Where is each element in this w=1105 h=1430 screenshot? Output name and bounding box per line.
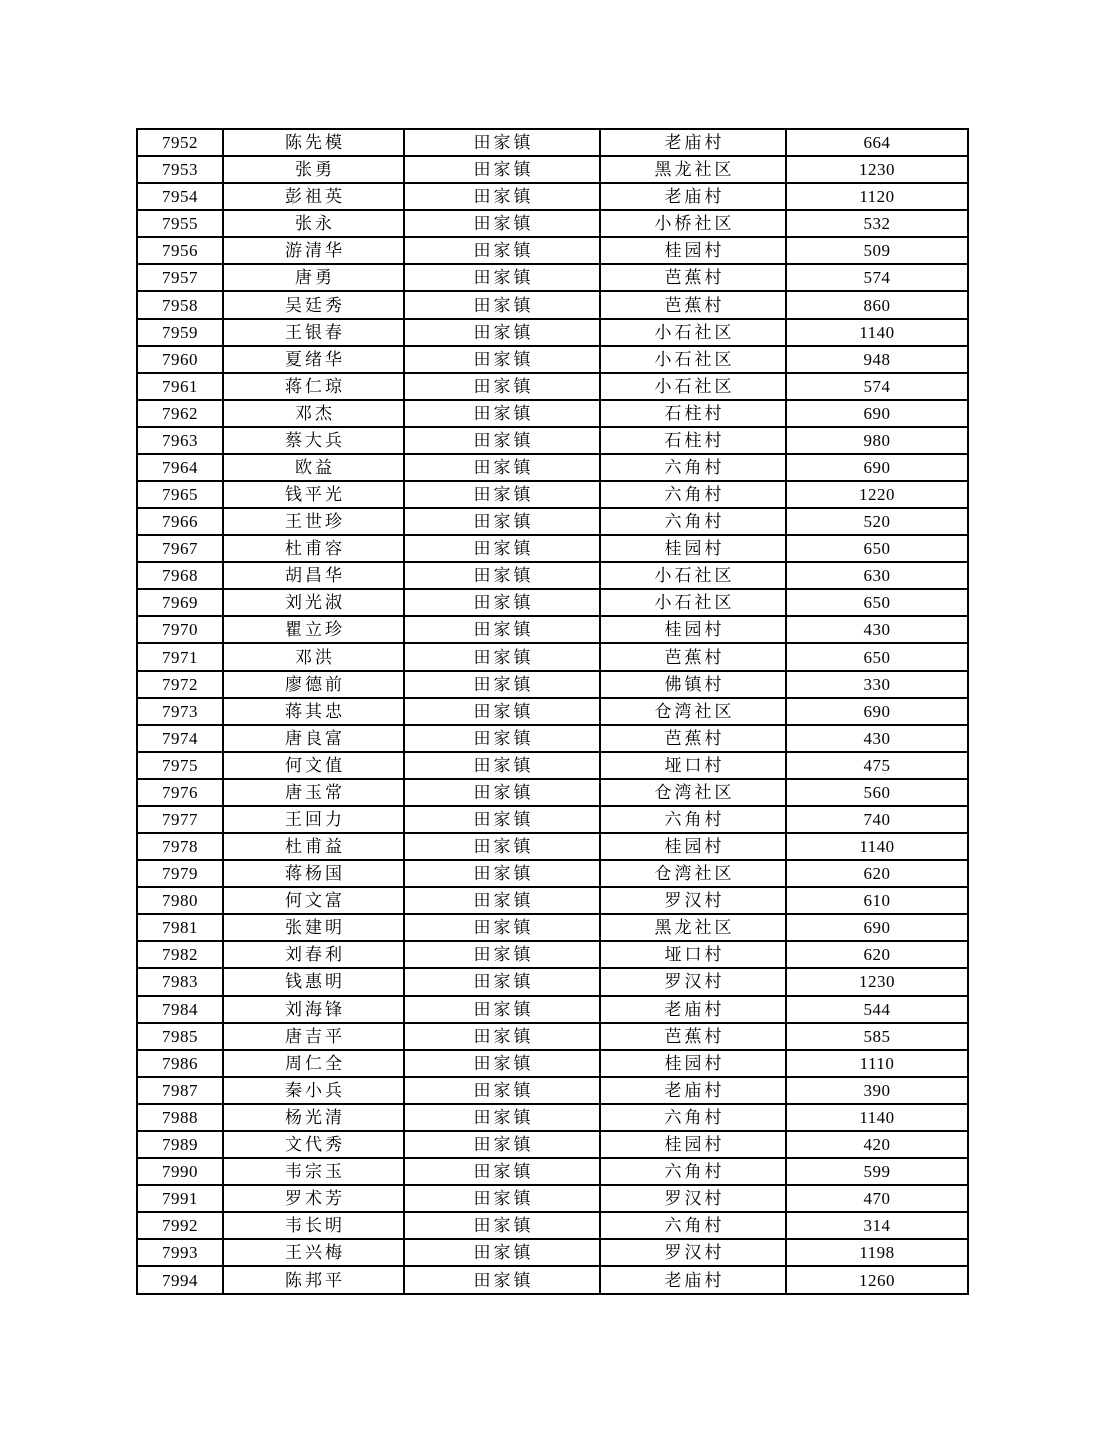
cell-person-name: 蔡大兵 bbox=[223, 427, 404, 454]
cell-town: 田家镇 bbox=[404, 779, 600, 806]
cell-value: 520 bbox=[786, 508, 968, 535]
cell-person-name: 张永 bbox=[223, 210, 404, 237]
cell-value: 1140 bbox=[786, 1104, 968, 1131]
cell-town: 田家镇 bbox=[404, 508, 600, 535]
cell-town: 田家镇 bbox=[404, 1239, 600, 1266]
cell-town: 田家镇 bbox=[404, 1158, 600, 1185]
cell-serial: 7991 bbox=[137, 1185, 223, 1212]
table-row bbox=[137, 427, 968, 454]
cell-village: 六角村 bbox=[600, 481, 786, 508]
cell-serial: 7959 bbox=[137, 319, 223, 346]
roster-table bbox=[136, 128, 969, 1295]
cell-serial: 7982 bbox=[137, 941, 223, 968]
cell-value: 980 bbox=[786, 427, 968, 454]
table-row bbox=[137, 996, 968, 1023]
cell-village: 芭蕉村 bbox=[600, 264, 786, 291]
cell-town: 田家镇 bbox=[404, 319, 600, 346]
cell-town: 田家镇 bbox=[404, 210, 600, 237]
cell-village: 小石社区 bbox=[600, 562, 786, 589]
cell-village: 六角村 bbox=[600, 1104, 786, 1131]
cell-value: 1260 bbox=[786, 1266, 968, 1294]
cell-serial: 7952 bbox=[137, 129, 223, 156]
table-row bbox=[137, 210, 968, 237]
cell-value: 610 bbox=[786, 887, 968, 914]
cell-village: 六角村 bbox=[600, 1212, 786, 1239]
cell-village: 仓湾社区 bbox=[600, 779, 786, 806]
table-row bbox=[137, 183, 968, 210]
cell-value: 430 bbox=[786, 725, 968, 752]
cell-village: 芭蕉村 bbox=[600, 643, 786, 670]
cell-serial: 7994 bbox=[137, 1266, 223, 1294]
cell-person-name: 秦小兵 bbox=[223, 1077, 404, 1104]
cell-value: 330 bbox=[786, 671, 968, 698]
cell-value: 690 bbox=[786, 914, 968, 941]
cell-serial: 7974 bbox=[137, 725, 223, 752]
cell-town: 田家镇 bbox=[404, 535, 600, 562]
cell-value: 1198 bbox=[786, 1239, 968, 1266]
cell-value: 390 bbox=[786, 1077, 968, 1104]
cell-town: 田家镇 bbox=[404, 996, 600, 1023]
cell-village: 垭口村 bbox=[600, 941, 786, 968]
cell-town: 田家镇 bbox=[404, 643, 600, 670]
cell-person-name: 胡昌华 bbox=[223, 562, 404, 589]
cell-town: 田家镇 bbox=[404, 671, 600, 698]
cell-serial: 7970 bbox=[137, 616, 223, 643]
cell-person-name: 何文值 bbox=[223, 752, 404, 779]
cell-town: 田家镇 bbox=[404, 237, 600, 264]
table-row bbox=[137, 535, 968, 562]
cell-value: 948 bbox=[786, 346, 968, 373]
cell-value: 560 bbox=[786, 779, 968, 806]
cell-person-name: 罗术芳 bbox=[223, 1185, 404, 1212]
cell-person-name: 蒋仁琼 bbox=[223, 373, 404, 400]
cell-town: 田家镇 bbox=[404, 427, 600, 454]
cell-town: 田家镇 bbox=[404, 968, 600, 995]
table-row bbox=[137, 887, 968, 914]
cell-value: 1120 bbox=[786, 183, 968, 210]
table-row bbox=[137, 1131, 968, 1158]
cell-village: 六角村 bbox=[600, 508, 786, 535]
cell-town: 田家镇 bbox=[404, 941, 600, 968]
table-row bbox=[137, 860, 968, 887]
cell-value: 574 bbox=[786, 264, 968, 291]
table-row bbox=[137, 346, 968, 373]
cell-value: 1220 bbox=[786, 481, 968, 508]
table-row bbox=[137, 1158, 968, 1185]
cell-village: 桂园村 bbox=[600, 833, 786, 860]
cell-village: 罗汉村 bbox=[600, 968, 786, 995]
cell-value: 650 bbox=[786, 643, 968, 670]
cell-village: 小石社区 bbox=[600, 589, 786, 616]
cell-person-name: 杨光清 bbox=[223, 1104, 404, 1131]
cell-serial: 7975 bbox=[137, 752, 223, 779]
cell-value: 620 bbox=[786, 860, 968, 887]
cell-village: 六角村 bbox=[600, 454, 786, 481]
cell-serial: 7981 bbox=[137, 914, 223, 941]
cell-village: 垭口村 bbox=[600, 752, 786, 779]
cell-value: 690 bbox=[786, 454, 968, 481]
table-row bbox=[137, 156, 968, 183]
cell-person-name: 吴廷秀 bbox=[223, 291, 404, 318]
cell-value: 650 bbox=[786, 589, 968, 616]
cell-person-name: 王银春 bbox=[223, 319, 404, 346]
table-row bbox=[137, 291, 968, 318]
cell-village: 六角村 bbox=[600, 1158, 786, 1185]
cell-serial: 7967 bbox=[137, 535, 223, 562]
cell-village: 小石社区 bbox=[600, 346, 786, 373]
cell-value: 860 bbox=[786, 291, 968, 318]
cell-town: 田家镇 bbox=[404, 1266, 600, 1294]
cell-town: 田家镇 bbox=[404, 1023, 600, 1050]
cell-town: 田家镇 bbox=[404, 129, 600, 156]
cell-value: 509 bbox=[786, 237, 968, 264]
cell-village: 石柱村 bbox=[600, 427, 786, 454]
cell-value: 599 bbox=[786, 1158, 968, 1185]
table-row bbox=[137, 1077, 968, 1104]
table-row bbox=[137, 319, 968, 346]
cell-person-name: 夏绪华 bbox=[223, 346, 404, 373]
table-row bbox=[137, 1212, 968, 1239]
cell-village: 桂园村 bbox=[600, 1050, 786, 1077]
table-row bbox=[137, 589, 968, 616]
cell-village: 罗汉村 bbox=[600, 887, 786, 914]
cell-person-name: 彭祖英 bbox=[223, 183, 404, 210]
cell-serial: 7962 bbox=[137, 400, 223, 427]
cell-village: 石柱村 bbox=[600, 400, 786, 427]
cell-village: 桂园村 bbox=[600, 535, 786, 562]
cell-village: 桂园村 bbox=[600, 237, 786, 264]
table-row bbox=[137, 914, 968, 941]
cell-serial: 7984 bbox=[137, 996, 223, 1023]
cell-person-name: 王世珍 bbox=[223, 508, 404, 535]
cell-town: 田家镇 bbox=[404, 1185, 600, 1212]
cell-person-name: 周仁全 bbox=[223, 1050, 404, 1077]
cell-serial: 7985 bbox=[137, 1023, 223, 1050]
cell-town: 田家镇 bbox=[404, 562, 600, 589]
cell-value: 430 bbox=[786, 616, 968, 643]
cell-value: 664 bbox=[786, 129, 968, 156]
cell-town: 田家镇 bbox=[404, 1104, 600, 1131]
cell-serial: 7990 bbox=[137, 1158, 223, 1185]
cell-person-name: 刘海锋 bbox=[223, 996, 404, 1023]
cell-person-name: 游清华 bbox=[223, 237, 404, 264]
cell-serial: 7957 bbox=[137, 264, 223, 291]
cell-value: 1110 bbox=[786, 1050, 968, 1077]
cell-person-name: 王兴梅 bbox=[223, 1239, 404, 1266]
table-row bbox=[137, 752, 968, 779]
cell-person-name: 韦长明 bbox=[223, 1212, 404, 1239]
table-row bbox=[137, 454, 968, 481]
cell-town: 田家镇 bbox=[404, 264, 600, 291]
cell-value: 1230 bbox=[786, 968, 968, 995]
cell-serial: 7976 bbox=[137, 779, 223, 806]
cell-value: 544 bbox=[786, 996, 968, 1023]
cell-town: 田家镇 bbox=[404, 454, 600, 481]
cell-town: 田家镇 bbox=[404, 373, 600, 400]
cell-value: 650 bbox=[786, 535, 968, 562]
cell-village: 小石社区 bbox=[600, 373, 786, 400]
cell-person-name: 廖德前 bbox=[223, 671, 404, 698]
cell-village: 仓湾社区 bbox=[600, 860, 786, 887]
roster-table-body bbox=[137, 129, 968, 1294]
table-row bbox=[137, 264, 968, 291]
table-row bbox=[137, 643, 968, 670]
cell-village: 芭蕉村 bbox=[600, 291, 786, 318]
cell-value: 1140 bbox=[786, 833, 968, 860]
table-row bbox=[137, 941, 968, 968]
cell-serial: 7961 bbox=[137, 373, 223, 400]
cell-value: 420 bbox=[786, 1131, 968, 1158]
cell-person-name: 蒋其忠 bbox=[223, 698, 404, 725]
cell-serial: 7993 bbox=[137, 1239, 223, 1266]
cell-serial: 7969 bbox=[137, 589, 223, 616]
cell-town: 田家镇 bbox=[404, 833, 600, 860]
cell-serial: 7983 bbox=[137, 968, 223, 995]
cell-village: 桂园村 bbox=[600, 1131, 786, 1158]
cell-town: 田家镇 bbox=[404, 156, 600, 183]
cell-village: 佛镇村 bbox=[600, 671, 786, 698]
cell-serial: 7960 bbox=[137, 346, 223, 373]
cell-person-name: 陈邦平 bbox=[223, 1266, 404, 1294]
table-row bbox=[137, 968, 968, 995]
cell-serial: 7958 bbox=[137, 291, 223, 318]
cell-value: 314 bbox=[786, 1212, 968, 1239]
cell-village: 老庙村 bbox=[600, 183, 786, 210]
cell-value: 690 bbox=[786, 400, 968, 427]
cell-person-name: 杜甫容 bbox=[223, 535, 404, 562]
cell-value: 585 bbox=[786, 1023, 968, 1050]
cell-serial: 7987 bbox=[137, 1077, 223, 1104]
cell-serial: 7980 bbox=[137, 887, 223, 914]
cell-town: 田家镇 bbox=[404, 860, 600, 887]
cell-town: 田家镇 bbox=[404, 1050, 600, 1077]
cell-person-name: 唐勇 bbox=[223, 264, 404, 291]
cell-person-name: 欧益 bbox=[223, 454, 404, 481]
cell-serial: 7954 bbox=[137, 183, 223, 210]
cell-serial: 7953 bbox=[137, 156, 223, 183]
cell-village: 仓湾社区 bbox=[600, 698, 786, 725]
table-row bbox=[137, 237, 968, 264]
cell-value: 1230 bbox=[786, 156, 968, 183]
cell-town: 田家镇 bbox=[404, 725, 600, 752]
table-row bbox=[137, 129, 968, 156]
cell-person-name: 韦宗玉 bbox=[223, 1158, 404, 1185]
cell-village: 老庙村 bbox=[600, 1077, 786, 1104]
cell-person-name: 钱惠明 bbox=[223, 968, 404, 995]
cell-person-name: 唐玉常 bbox=[223, 779, 404, 806]
cell-town: 田家镇 bbox=[404, 346, 600, 373]
cell-value: 574 bbox=[786, 373, 968, 400]
cell-serial: 7986 bbox=[137, 1050, 223, 1077]
cell-village: 老庙村 bbox=[600, 129, 786, 156]
cell-person-name: 唐良富 bbox=[223, 725, 404, 752]
table-row bbox=[137, 725, 968, 752]
cell-serial: 7978 bbox=[137, 833, 223, 860]
cell-serial: 7956 bbox=[137, 237, 223, 264]
cell-person-name: 文代秀 bbox=[223, 1131, 404, 1158]
cell-village: 六角村 bbox=[600, 806, 786, 833]
cell-village: 芭蕉村 bbox=[600, 725, 786, 752]
cell-person-name: 蒋杨国 bbox=[223, 860, 404, 887]
cell-serial: 7979 bbox=[137, 860, 223, 887]
cell-town: 田家镇 bbox=[404, 400, 600, 427]
table-row bbox=[137, 373, 968, 400]
cell-person-name: 陈先模 bbox=[223, 129, 404, 156]
cell-village: 黑龙社区 bbox=[600, 156, 786, 183]
cell-village: 黑龙社区 bbox=[600, 914, 786, 941]
cell-value: 630 bbox=[786, 562, 968, 589]
cell-town: 田家镇 bbox=[404, 752, 600, 779]
cell-person-name: 刘春利 bbox=[223, 941, 404, 968]
table-row bbox=[137, 481, 968, 508]
cell-person-name: 邓洪 bbox=[223, 643, 404, 670]
cell-serial: 7965 bbox=[137, 481, 223, 508]
table-row bbox=[137, 616, 968, 643]
table-row bbox=[137, 1266, 968, 1294]
cell-village: 老庙村 bbox=[600, 1266, 786, 1294]
cell-town: 田家镇 bbox=[404, 183, 600, 210]
cell-town: 田家镇 bbox=[404, 481, 600, 508]
cell-town: 田家镇 bbox=[404, 1077, 600, 1104]
cell-serial: 7955 bbox=[137, 210, 223, 237]
table-row bbox=[137, 1050, 968, 1077]
cell-village: 桂园村 bbox=[600, 616, 786, 643]
cell-village: 小石社区 bbox=[600, 319, 786, 346]
cell-town: 田家镇 bbox=[404, 1212, 600, 1239]
cell-village: 芭蕉村 bbox=[600, 1023, 786, 1050]
cell-town: 田家镇 bbox=[404, 887, 600, 914]
cell-value: 620 bbox=[786, 941, 968, 968]
cell-serial: 7964 bbox=[137, 454, 223, 481]
cell-person-name: 张建明 bbox=[223, 914, 404, 941]
table-row bbox=[137, 1239, 968, 1266]
cell-person-name: 杜甫益 bbox=[223, 833, 404, 860]
cell-person-name: 张勇 bbox=[223, 156, 404, 183]
cell-town: 田家镇 bbox=[404, 914, 600, 941]
cell-village: 罗汉村 bbox=[600, 1239, 786, 1266]
cell-person-name: 瞿立珍 bbox=[223, 616, 404, 643]
table-row bbox=[137, 562, 968, 589]
cell-person-name: 唐吉平 bbox=[223, 1023, 404, 1050]
cell-value: 690 bbox=[786, 698, 968, 725]
cell-town: 田家镇 bbox=[404, 806, 600, 833]
cell-person-name: 钱平光 bbox=[223, 481, 404, 508]
cell-serial: 7963 bbox=[137, 427, 223, 454]
cell-value: 475 bbox=[786, 752, 968, 779]
cell-person-name: 邓杰 bbox=[223, 400, 404, 427]
cell-value: 470 bbox=[786, 1185, 968, 1212]
table-row bbox=[137, 400, 968, 427]
cell-person-name: 王回力 bbox=[223, 806, 404, 833]
cell-serial: 7992 bbox=[137, 1212, 223, 1239]
table-row bbox=[137, 1023, 968, 1050]
cell-serial: 7971 bbox=[137, 643, 223, 670]
cell-serial: 7977 bbox=[137, 806, 223, 833]
cell-town: 田家镇 bbox=[404, 616, 600, 643]
cell-serial: 7989 bbox=[137, 1131, 223, 1158]
cell-serial: 7968 bbox=[137, 562, 223, 589]
cell-serial: 7966 bbox=[137, 508, 223, 535]
cell-town: 田家镇 bbox=[404, 589, 600, 616]
table-row bbox=[137, 806, 968, 833]
cell-value: 532 bbox=[786, 210, 968, 237]
cell-village: 小桥社区 bbox=[600, 210, 786, 237]
table-row bbox=[137, 698, 968, 725]
cell-person-name: 何文富 bbox=[223, 887, 404, 914]
cell-value: 1140 bbox=[786, 319, 968, 346]
cell-town: 田家镇 bbox=[404, 291, 600, 318]
cell-serial: 7973 bbox=[137, 698, 223, 725]
table-row bbox=[137, 779, 968, 806]
cell-village: 罗汉村 bbox=[600, 1185, 786, 1212]
table-row bbox=[137, 671, 968, 698]
cell-person-name: 刘光淑 bbox=[223, 589, 404, 616]
cell-serial: 7988 bbox=[137, 1104, 223, 1131]
cell-serial: 7972 bbox=[137, 671, 223, 698]
cell-town: 田家镇 bbox=[404, 1131, 600, 1158]
table-row bbox=[137, 508, 968, 535]
table-row bbox=[137, 1185, 968, 1212]
table-row bbox=[137, 1104, 968, 1131]
cell-value: 740 bbox=[786, 806, 968, 833]
cell-town: 田家镇 bbox=[404, 698, 600, 725]
table-row bbox=[137, 833, 968, 860]
cell-village: 老庙村 bbox=[600, 996, 786, 1023]
